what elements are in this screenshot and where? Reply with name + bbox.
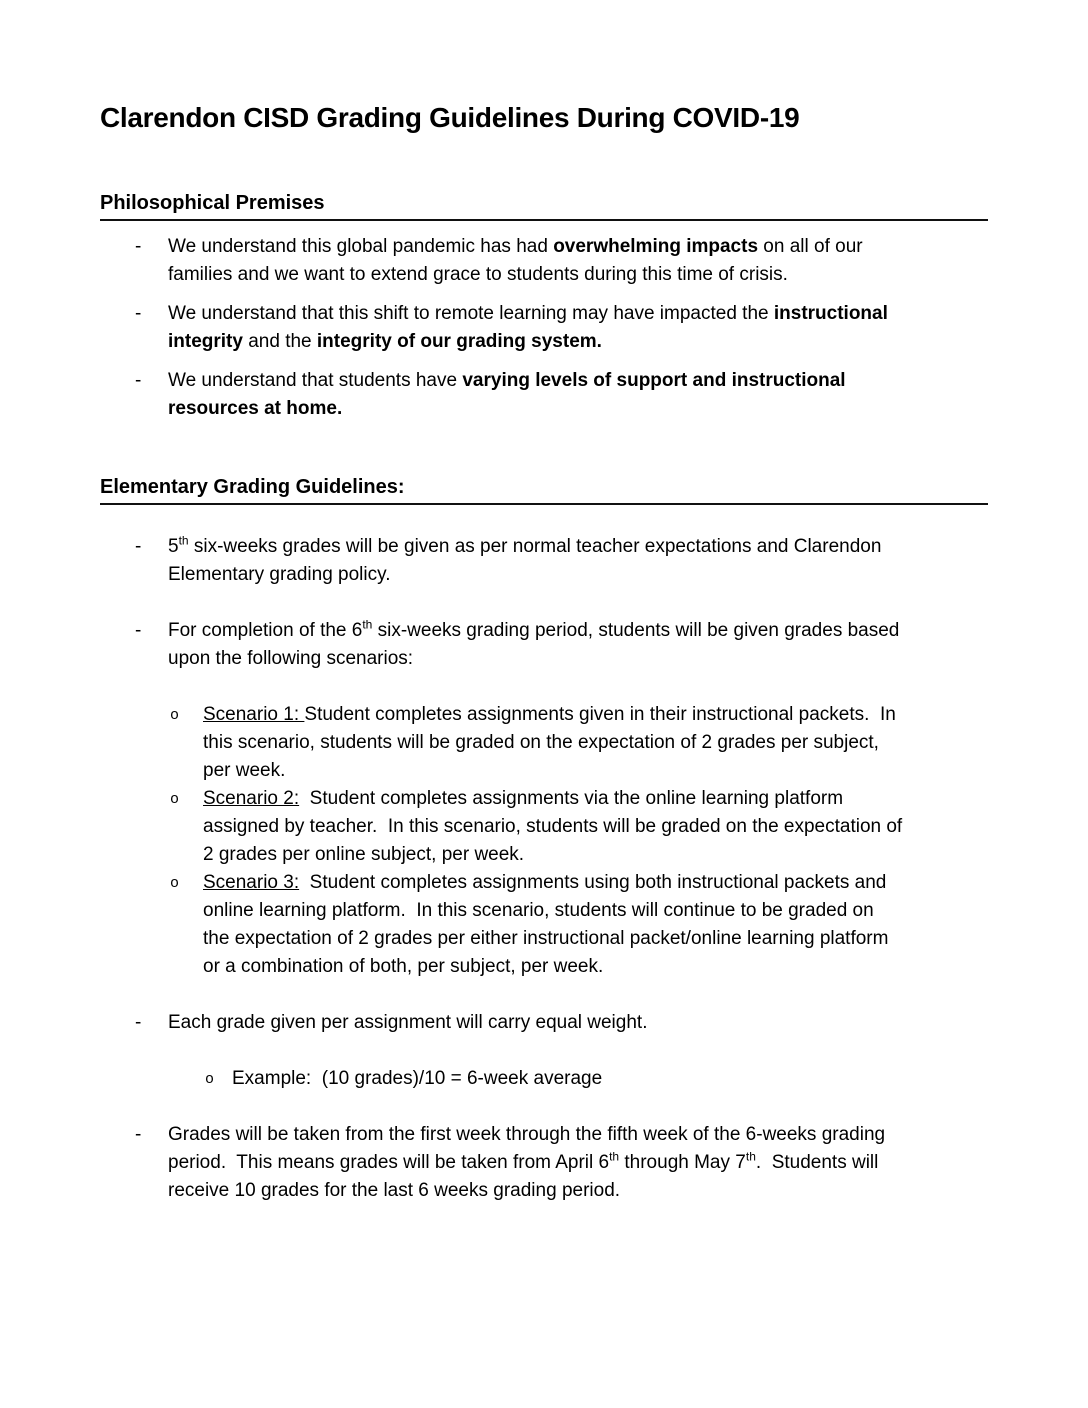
dash-bullet-marker: - xyxy=(135,236,142,257)
dash-bullet-marker: - xyxy=(135,1012,142,1033)
circle-bullet-marker: o xyxy=(205,1071,215,1088)
dash-bullet-marker: - xyxy=(135,303,142,324)
bullet-item xyxy=(100,701,1020,785)
circle-bullet-marker: o xyxy=(170,707,180,724)
document-body xyxy=(100,191,1020,1205)
dash-bullet-marker: - xyxy=(135,536,142,557)
document-content xyxy=(100,0,1020,1205)
dash-bullet-marker: - xyxy=(135,370,142,391)
dash-bullet-marker: - xyxy=(135,1124,142,1145)
bullet-item xyxy=(100,1065,1020,1093)
bullet-item xyxy=(100,300,1020,356)
bullet-text: 5th six-weeks grades will be given as per normal teacher expectations and Clarendon Elementary grading policy. xyxy=(168,533,882,585)
bullet-text: We understand that this shift to remote learning may have impacted the instructional integrity and the integrity of our grading system. xyxy=(168,303,888,352)
bullet-text: Scenario 2: Student completes assignments via the online learning platform assigned by teacher. In this scenario, students will be graded on the expectation of 2 grades per online subject, per week. xyxy=(203,788,903,865)
bullet-text: Example: (10 grades)/10 = 6-week average xyxy=(232,1068,603,1089)
section-heading xyxy=(100,191,988,221)
bullet-item xyxy=(100,617,1020,673)
circle-bullet-marker: o xyxy=(170,875,180,892)
bullet-item xyxy=(100,533,1020,589)
section-heading xyxy=(100,475,988,505)
bullet-item xyxy=(100,869,1020,981)
document-title: Clarendon CISD Grading Guidelines During COVID-19 xyxy=(100,102,800,133)
bullet-text: We understand that students have varying levels of support and instructional resources at home. xyxy=(168,370,846,419)
bullet-text: Scenario 3: Student completes assignments using both instructional packets and online learning platform. In this scenario, students will continue to be graded on the expectation of 2 grades per either instructional packet/online learning platform or a combination of both, per subject, per week. xyxy=(203,872,889,977)
bullet-text: Each grade given per assignment will carry equal weight. xyxy=(168,1012,648,1033)
bullet-item xyxy=(100,785,1020,869)
dash-bullet-marker: - xyxy=(135,620,142,641)
circle-bullet-marker: o xyxy=(170,791,180,808)
bullet-text: For completion of the 6th six-weeks grading period, students will be given grades based upon the following scenarios: xyxy=(168,617,900,669)
bullet-text: Grades will be taken from the first week through the fifth week of the 6-weeks grading period. This means grades will be taken from April 6th through May 7th. Students will receive 10 grades for the last 6 weeks grading period. xyxy=(168,1124,886,1201)
bullet-item xyxy=(100,367,1020,423)
heading-text: Philosophical Premises xyxy=(100,192,325,214)
bullet-item xyxy=(100,233,1020,289)
bullet-item xyxy=(100,1009,1020,1037)
bullet-item xyxy=(100,1121,1020,1205)
bullet-text: We understand this global pandemic has had overwhelming impacts on all of our families and we want to extend grace to students during this time of crisis. xyxy=(168,236,863,285)
heading-text: Elementary Grading Guidelines: xyxy=(100,476,405,498)
bullet-text: Scenario 1: Student completes assignments given in their instructional packets. In this scenario, students will be graded on the expectation of 2 grades per subject, per week. xyxy=(203,704,896,781)
